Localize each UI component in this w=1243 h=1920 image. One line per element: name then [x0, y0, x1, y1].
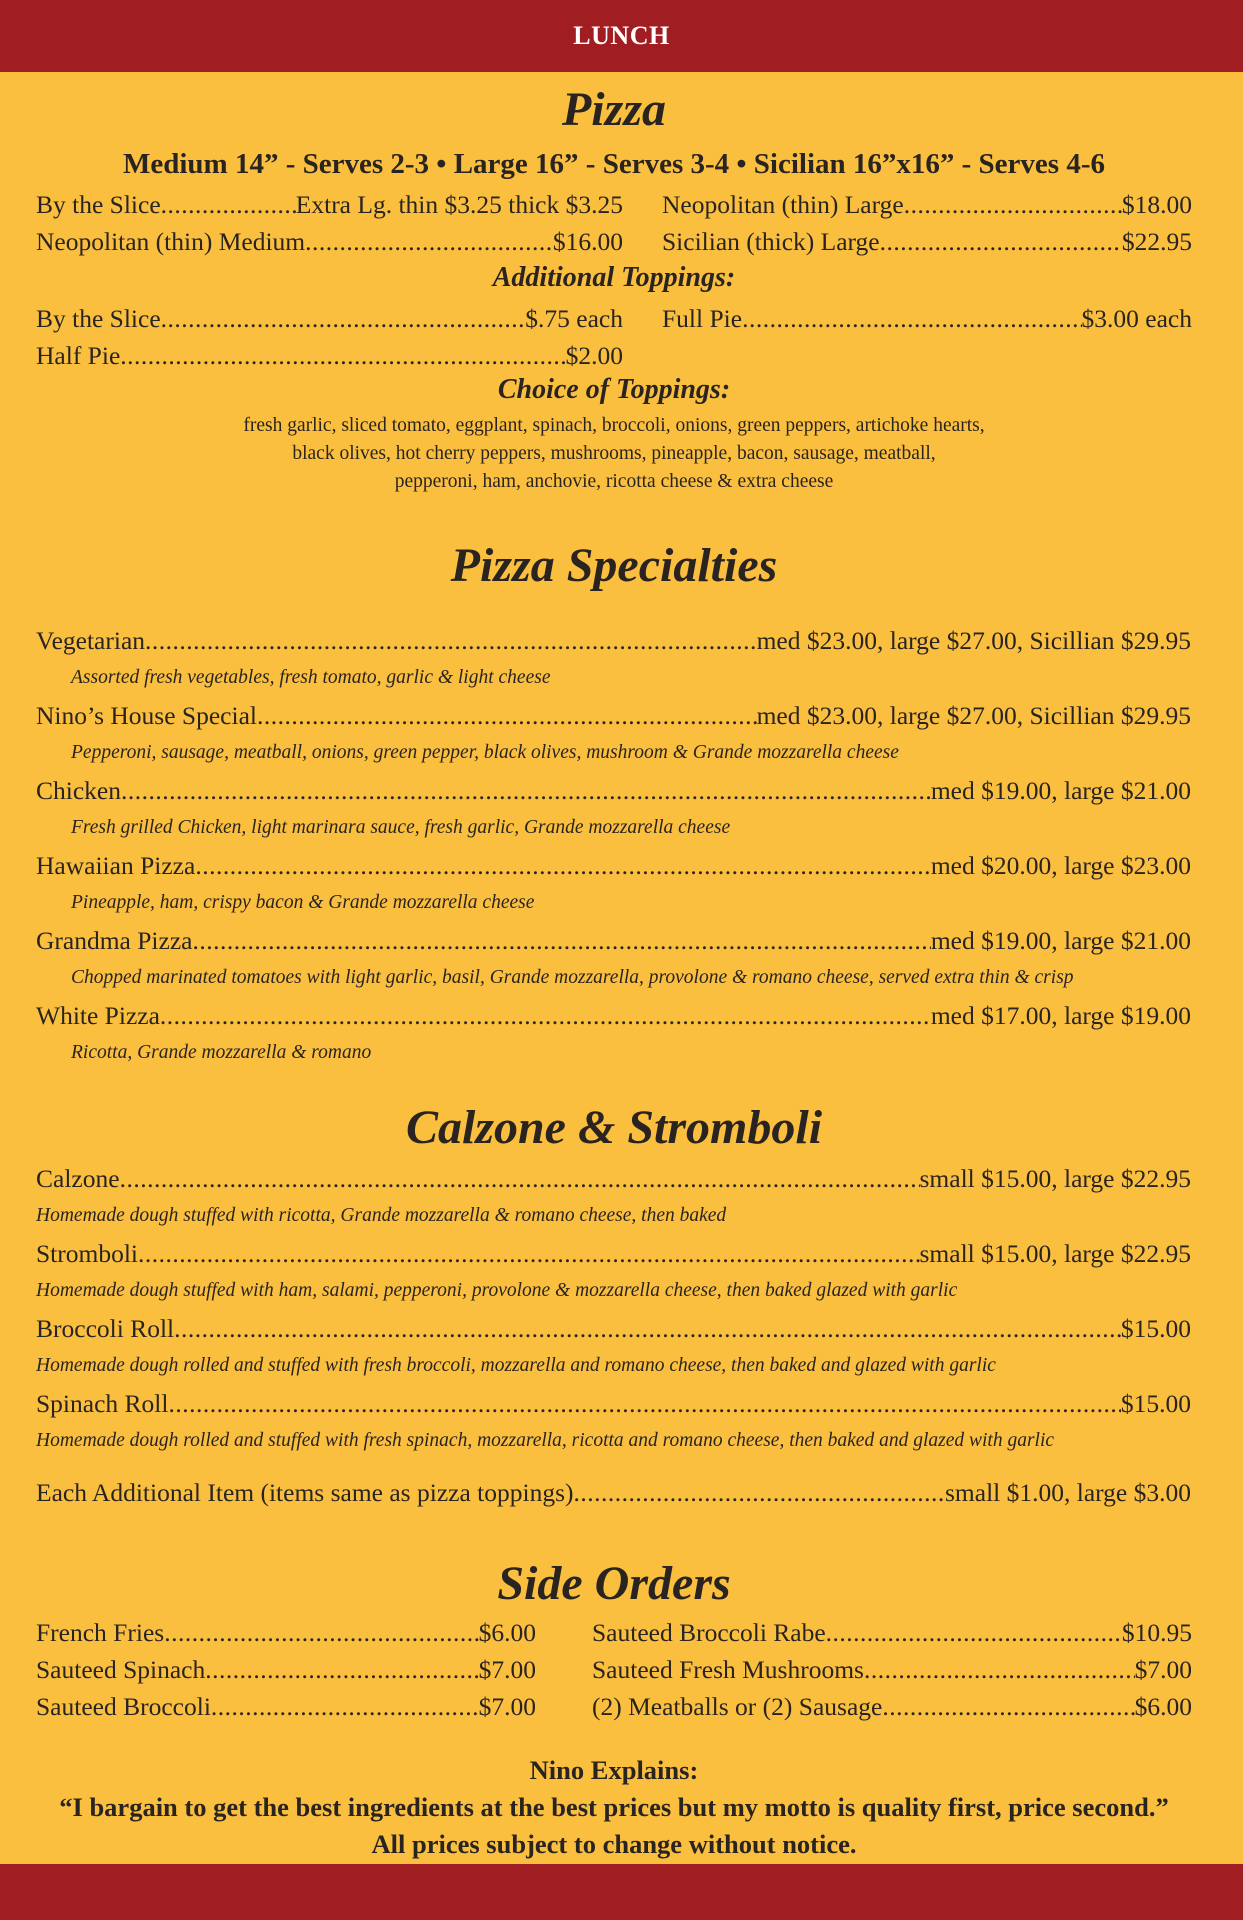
list-item	[36, 697, 1191, 772]
item-description: Pepperoni, sausage, meatball, onions, green pepper, black olives, mushroom & Grande mozzarella cheese	[71, 742, 899, 763]
price-row	[36, 300, 623, 337]
item-name: Spinach Roll	[36, 1389, 169, 1418]
dot-leader	[882, 1688, 1134, 1725]
dot-leader	[161, 300, 526, 337]
list-item	[36, 997, 1191, 1072]
item-price: $6.00	[478, 1618, 536, 1647]
list-item	[592, 1614, 1192, 1651]
pizza-prices-right	[662, 186, 1192, 260]
dot-leader	[160, 997, 931, 1034]
dot-leader	[305, 223, 553, 260]
dot-leader	[195, 847, 931, 884]
price-row	[36, 337, 623, 374]
list-item	[592, 1688, 1192, 1725]
item-name: Neopolitan (thin) Large	[662, 190, 904, 219]
item-description: Homemade dough rolled and stuffed with fresh broccoli, mozzarella and romano cheese, then baked and glazed with garlic	[36, 1355, 996, 1376]
dot-leader	[120, 1160, 920, 1197]
pizza-sizes: Medium 14” - Serves 2-3 • Large 16” - Serves 3-4 • Sicilian 16”x16” - Serves 4-6	[123, 148, 1105, 180]
item-price: $15.00	[1120, 1389, 1191, 1418]
price-row	[662, 186, 1192, 223]
item-price: small $1.00, large $3.00	[945, 1478, 1191, 1507]
item-name: Full Pie	[662, 304, 743, 333]
item-price: $15.00	[1120, 1314, 1191, 1343]
item-name: By the Slice	[36, 190, 161, 219]
item-price: med $19.00, large $21.00	[930, 926, 1191, 955]
item-description: Chopped marinated tomatoes with light garlic, basil, Grande mozzarella, provolone & romano cheese, served extra thin & crisp	[71, 967, 1074, 988]
item-name: Hawaiian Pizza	[36, 851, 196, 880]
item-name: (2) Meatballs or (2) Sausage	[592, 1692, 883, 1721]
list-item	[36, 847, 1191, 922]
item-price: $2.00	[565, 341, 623, 370]
dot-leader	[205, 1651, 478, 1688]
item-name: Sauteed Broccoli	[36, 1692, 211, 1721]
list-item	[36, 772, 1191, 847]
list-item	[36, 1688, 536, 1725]
item-name: Half Pie	[36, 341, 121, 370]
item-description: Fresh grilled Chicken, light marinara sauce, fresh garlic, Grande mozzarella cheese	[71, 817, 731, 838]
footer-bar	[0, 1864, 1243, 1920]
dot-leader	[120, 337, 565, 374]
dot-leader	[192, 922, 930, 959]
dot-leader	[164, 1614, 478, 1651]
item-price: $.75 each	[525, 304, 623, 333]
item-description: Ricotta, Grande mozzarella & romano	[71, 1042, 372, 1063]
additional-item-row	[36, 1474, 1191, 1511]
item-price: $22.95	[1121, 227, 1192, 256]
side-orders	[36, 1614, 1192, 1725]
dot-leader	[138, 1235, 919, 1272]
item-price: $3.00 each	[1081, 304, 1192, 333]
item-price: $16.00	[552, 227, 623, 256]
item-price: med $23.00, large $27.00, Sicillian $29.95	[756, 701, 1191, 730]
item-name: Chicken	[36, 776, 121, 805]
list-item	[36, 1614, 536, 1651]
item-price: $7.00	[478, 1655, 536, 1684]
item-description: Assorted fresh vegetables, fresh tomato, garlic & light cheese	[71, 667, 551, 688]
item-price: $10.95	[1121, 1618, 1192, 1647]
dot-leader	[880, 223, 1122, 260]
calzone-list	[36, 1160, 1191, 1460]
item-price: med $17.00, large $19.00	[930, 1001, 1191, 1030]
item-price: med $19.00, large $21.00	[930, 776, 1191, 805]
pizza-prices-left	[36, 186, 623, 260]
toppings-line: pepperoni, ham, anchovie, ricotta cheese & extra cheese	[394, 471, 834, 492]
dot-leader	[145, 622, 757, 659]
dot-leader	[168, 1385, 1120, 1422]
footer-notice: All prices subject to change without notice.	[371, 1829, 857, 1859]
item-name: Sauteed Broccoli Rabe	[592, 1618, 826, 1647]
dot-leader	[211, 1688, 479, 1725]
list-item	[36, 622, 1191, 697]
item-description: Homemade dough stuffed with ricotta, Grande mozzarella & romano cheese, then baked	[36, 1205, 727, 1226]
dot-leader	[742, 300, 1081, 337]
item-price: med $20.00, large $23.00	[930, 851, 1191, 880]
item-price: small $15.00, large $22.95	[919, 1164, 1191, 1193]
item-name: Grandma Pizza	[36, 926, 193, 955]
toppings-line: black olives, hot cherry peppers, mushrooms, pineapple, bacon, sausage, meatball,	[292, 443, 936, 464]
side-orders-title: Side Orders	[497, 1557, 731, 1610]
header-label: LUNCH	[573, 21, 670, 50]
price-row	[36, 223, 623, 260]
footer	[36, 1752, 1192, 1863]
dot-leader	[121, 772, 931, 809]
additional-toppings	[36, 300, 1192, 374]
side-orders-right	[592, 1614, 1192, 1725]
toppings-left	[36, 300, 623, 374]
item-name: Sauteed Fresh Mushrooms	[592, 1655, 864, 1684]
item-price: med $23.00, large $27.00, Sicillian $29.95	[756, 626, 1191, 655]
specialties-title: Pizza Specialties	[450, 539, 778, 592]
item-name: Sauteed Spinach	[36, 1655, 206, 1684]
dot-leader	[161, 186, 296, 223]
dot-leader	[864, 1651, 1135, 1688]
item-name: Calzone	[36, 1164, 120, 1193]
item-price: $7.00	[478, 1692, 536, 1721]
price-row	[36, 186, 623, 223]
price-row	[662, 300, 1192, 337]
item-name: Sicilian (thick) Large	[662, 227, 880, 256]
item-name: White Pizza	[36, 1001, 160, 1030]
item-price: Extra Lg. thin $3.25 thick $3.25	[295, 190, 623, 219]
dot-leader	[904, 186, 1122, 223]
specialties-list	[36, 622, 1191, 1072]
pizza-prices	[36, 186, 1192, 260]
choice-toppings-heading: Choice of Toppings:	[497, 374, 731, 405]
footer-quote: “I bargain to get the best ingredients at the best prices but my motto is quality first, price second.”	[59, 1792, 1169, 1822]
item-name: French Fries	[36, 1618, 165, 1647]
dot-leader	[573, 1474, 945, 1511]
item-name: Vegetarian	[36, 626, 146, 655]
list-item	[36, 1160, 1191, 1235]
choice-toppings-list	[36, 412, 1192, 496]
list-item	[36, 1385, 1191, 1460]
calzone-title: Calzone & Stromboli	[405, 1101, 823, 1154]
item-description: Homemade dough stuffed with ham, salami, pepperoni, provolone & mozzarella cheese, then baked glazed with garlic	[36, 1280, 958, 1301]
item-description: Homemade dough rolled and stuffed with fresh spinach, mozzarella, ricotta and romano cheese, then baked and glazed with garlic	[36, 1430, 1055, 1451]
toppings-line: fresh garlic, sliced tomato, eggplant, spinach, broccoli, onions, green peppers, artichoke hearts,	[243, 415, 985, 436]
dot-leader	[174, 1310, 1121, 1347]
item-price: $7.00	[1134, 1655, 1192, 1684]
item-price: $18.00	[1121, 190, 1192, 219]
dot-leader	[826, 1614, 1122, 1651]
side-orders-left	[36, 1614, 536, 1725]
pizza-title: Pizza	[561, 83, 666, 136]
dot-leader	[257, 697, 757, 734]
list-item	[36, 1310, 1191, 1385]
item-price: $6.00	[1134, 1692, 1192, 1721]
list-item	[592, 1651, 1192, 1688]
item-description: Pineapple, ham, crispy bacon & Grande mozzarella cheese	[71, 892, 535, 913]
item-name: Each Additional Item (items same as pizza toppings)	[36, 1478, 574, 1507]
item-name: Stromboli	[36, 1239, 139, 1268]
toppings-right	[662, 300, 1192, 374]
item-name: Broccoli Roll	[36, 1314, 175, 1343]
item-name: Nino’s House Special	[36, 701, 257, 730]
footer-heading: Nino Explains:	[529, 1755, 699, 1785]
list-item	[36, 1235, 1191, 1310]
list-item	[36, 922, 1191, 997]
additional-toppings-heading: Additional Toppings:	[492, 262, 736, 293]
list-item	[36, 1651, 536, 1688]
item-name: Neopolitan (thin) Medium	[36, 227, 306, 256]
header-bar	[0, 0, 1243, 72]
item-name: By the Slice	[36, 304, 161, 333]
price-row	[662, 223, 1192, 260]
item-price: small $15.00, large $22.95	[919, 1239, 1191, 1268]
